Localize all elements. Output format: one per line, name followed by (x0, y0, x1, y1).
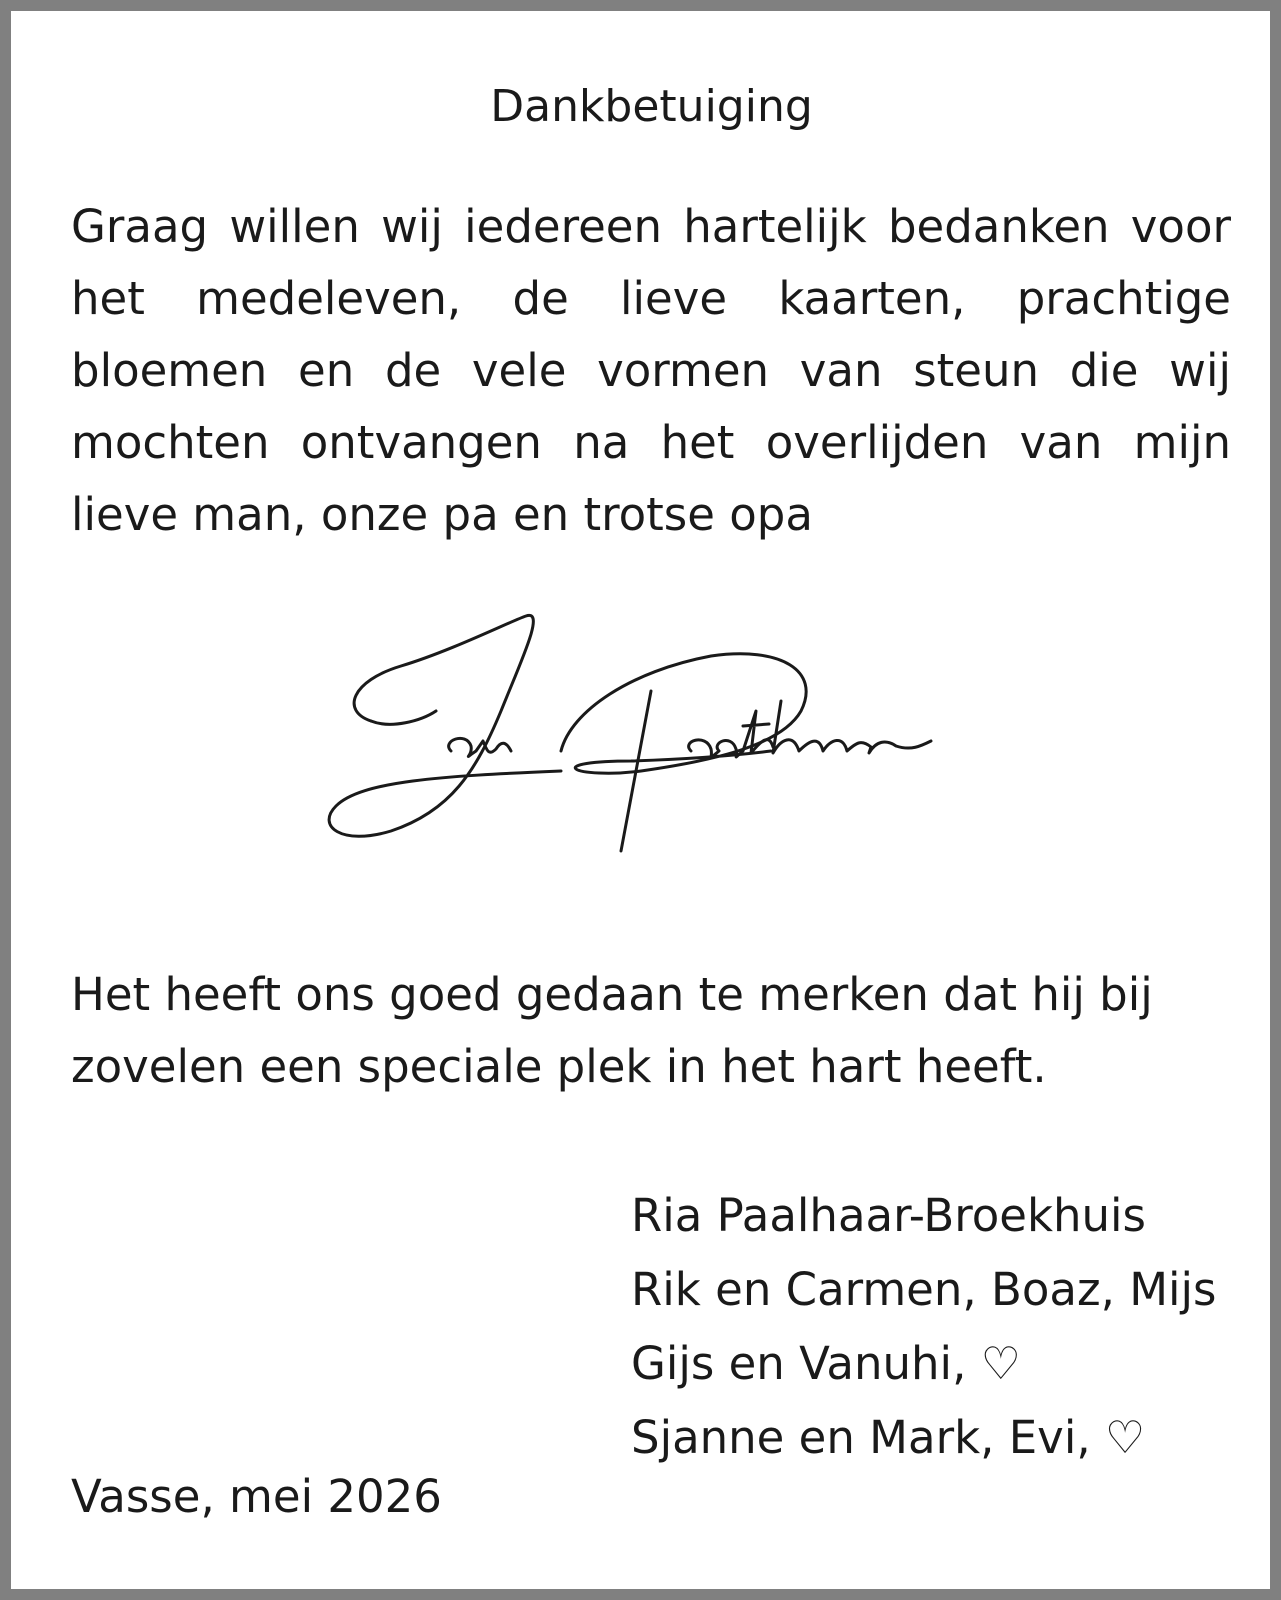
intro-text: Graag willen wij iedereen hartelijk bedanken voor het medeleven, de lieve kaarten, prachtige bloemen en de vele vormen van steun die wij mochten ontvangen na het overlijden van mijn lieve man, onze pa en trotse opa (71, 200, 1231, 541)
signer-line: Gijs en Vanuhi, ♡ (631, 1337, 1022, 1390)
signature-image (311, 601, 1031, 881)
place-date: Vasse, mei 2026 (71, 1470, 442, 1523)
signers-list (631, 1179, 1216, 1475)
signer-line: Rik en Carmen, Boaz, Mijs (631, 1263, 1217, 1316)
announcement-title: Dankbetuiging (490, 81, 813, 132)
signer-line: Sjanne en Mark, Evi, ♡ (631, 1411, 1146, 1464)
signer-line: Ria Paalhaar-Broekhuis (631, 1189, 1146, 1242)
outro-text: Het heeft ons goed gedaan te merken dat hij bij zovelen een speciale plek in het hart heeft. (71, 968, 1153, 1093)
handwritten-signature (311, 601, 1031, 881)
